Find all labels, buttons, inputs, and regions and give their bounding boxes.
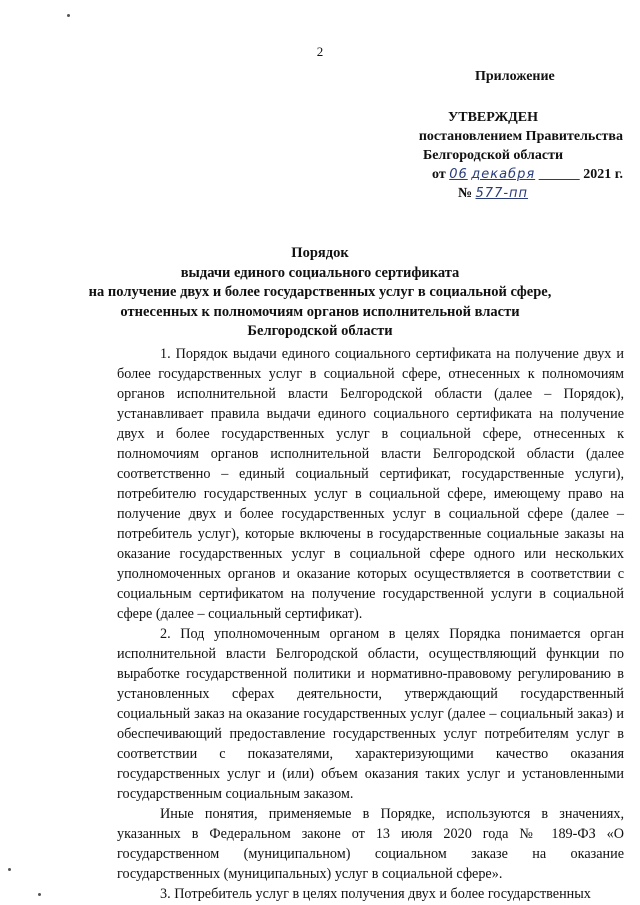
paragraph: Иные понятия, применяемые в Порядке, используются в значениях, указанных в Федеральном законе от 13 июля 2020 года № 189-ФЗ «О государственном (муниципальном) социальном заказе на оказание государственных (муниципальных) услуг в социальной сфере».	[117, 806, 624, 882]
scan-speck	[38, 893, 41, 896]
date-day: 06	[449, 167, 468, 182]
document-title	[60, 244, 580, 342]
approval-block	[323, 108, 623, 203]
scan-speck	[67, 14, 70, 17]
scan-speck	[8, 868, 11, 871]
page-number: 2	[316, 44, 324, 59]
appendix-label: Приложение	[475, 69, 555, 84]
title-line: на получение двух и более государственных услуг в социальной сфере,	[88, 284, 552, 300]
approved-label: УТВЕРЖДЕН	[447, 110, 539, 125]
approval-date	[323, 165, 623, 184]
date-prefix: от	[432, 167, 446, 182]
title-line: Белгородской области	[247, 323, 393, 339]
title-line: Порядок	[291, 245, 349, 261]
date-month: декабря	[471, 167, 536, 182]
paragraph: 3. Потребитель услуг в целях получения двух и более государственных	[160, 886, 591, 902]
paragraph: 1. Порядок выдачи единого социального сертификата на получение двух и более государственных услуг в социальной сфере, отнесенных к полномочиям органов исполнительной власти Белгородской области (далее – Порядок), устанавливает правила выдачи единого социального сертификата на получение двух и более государственных услуг в социальной сфере, отнесенных к полномочиям органов исполнительной власти Белгородской области (далее соответственно – единый социальный сертификат, государственные услуги), потребителю государственных услуг в социальной сфере, имеющему право на получение двух и более государственных услуг в социальной сфере (далее – потребитель услуг), которые включены в государственные социальные заказы на оказание государственных услуг в социальной сфере одного или нескольких уполномоченных органов и оказание которых осуществляется в соответствии с социальным сертификатом на получение государственной услуги в социальной сфере (далее – социальный сертификат).	[117, 346, 624, 622]
paragraph: 2. Под уполномоченным органом в целях Порядка понимается орган исполнительной власти Белгородской области, осуществляющий функции по выработке государственной политики и нормативно-правовому регулированию в установленных сферах деятельности, утверждающий государственный социальный заказ на оказание государственных услуг (далее – социальный заказ) и обеспечивающий предоставление государственных услуг потребителям услуг в соответствии с показателями, характеризующими качество оказания государственных услуг и (или) объем оказания таких услуг и установленными государственным социальным заказом.	[117, 626, 624, 802]
document-body	[117, 344, 624, 904]
date-fill	[539, 167, 580, 182]
title-line: отнесенных к полномочиям органов исполнительной власти	[120, 303, 520, 320]
approval-number	[323, 184, 623, 203]
approved-by: постановлением Правительства	[418, 129, 623, 144]
date-year: 2021 г.	[583, 167, 623, 182]
title-line: выдачи единого социального сертификата	[180, 264, 460, 281]
number-value: 577-пп	[475, 186, 529, 201]
approved-region: Белгородской области	[422, 148, 564, 163]
number-prefix: №	[457, 186, 473, 201]
